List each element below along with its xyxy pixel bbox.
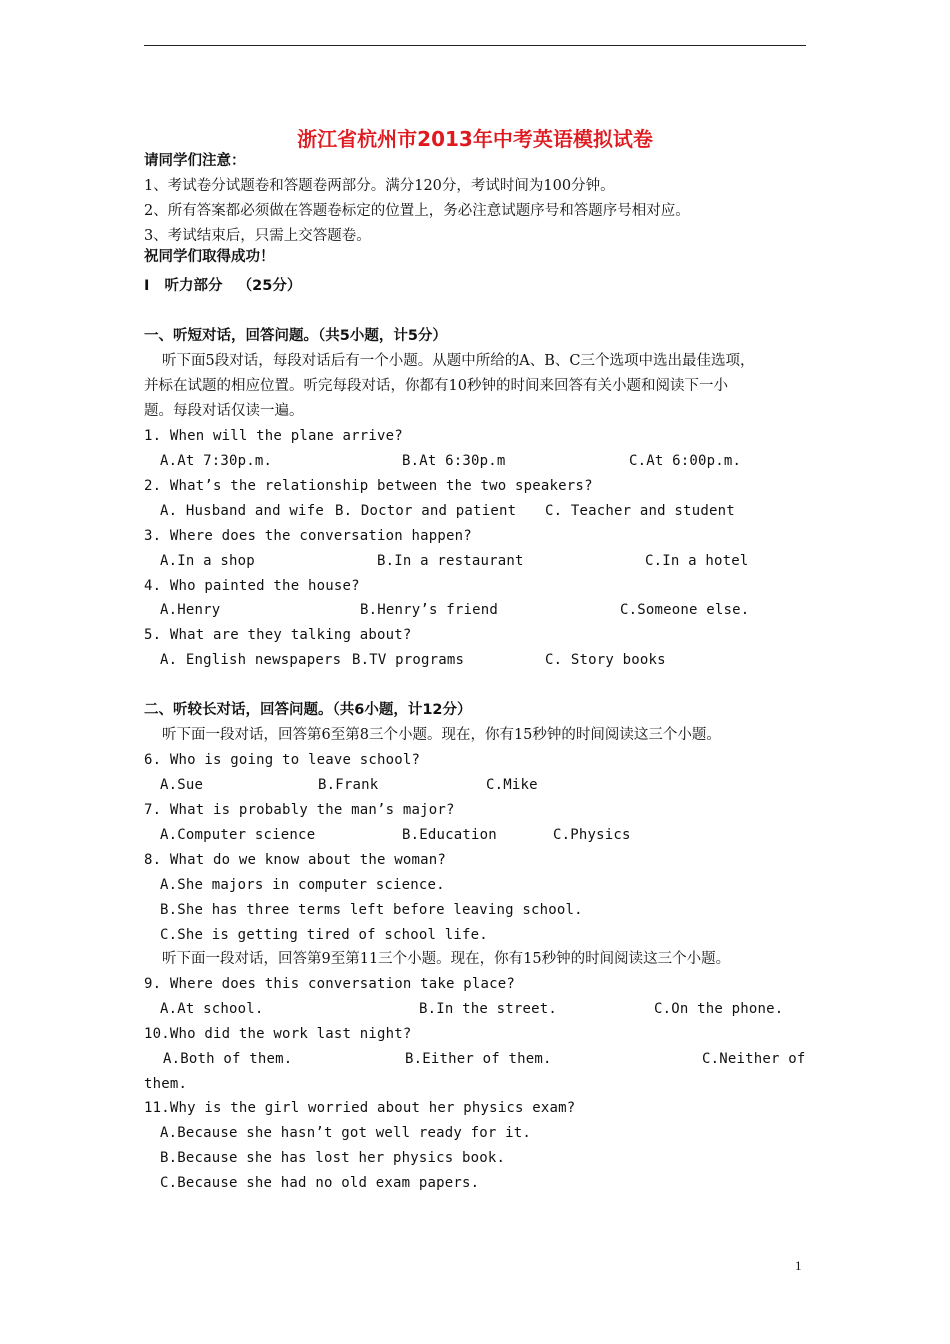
question-stem: 4. Who painted the house? — [144, 578, 360, 594]
section-intro: 听下面一段对话，回答第9至第11三个小题。现在，你有15秒钟的时间阅读这三个小题。 — [162, 951, 731, 967]
page-title: 浙江省杭州市2013年中考英语模拟试卷 — [297, 127, 653, 151]
question-stem: 5. What are they talking about? — [144, 627, 412, 643]
option-c: C. Story books — [545, 652, 666, 668]
option-c: C.Neither of — [702, 1051, 806, 1067]
option-c: C.At 6:00p.m. — [629, 453, 742, 469]
section-intro: 听下面一段对话，回答第6至第8三个小题。现在，你有15秒钟的时间阅读这三个小题。 — [162, 727, 721, 743]
section-heading: 一、听短对话，回答问题。（共5小题，计5分） — [144, 328, 447, 344]
section-intro: 听下面5段对话，每段对话后有一个小题。从题中所给的A、B、C三个选项中选出最佳选项， — [162, 353, 755, 369]
option-a: A.At school. — [160, 1001, 264, 1017]
option-a: A. Husband and wife — [160, 503, 324, 519]
option-a: A.Sue — [160, 777, 204, 793]
notice-line: 3、考试结束后，只需上交答题卷。 — [144, 228, 371, 244]
question-stem: 11.Why is the girl worried about her physics exam? — [144, 1100, 576, 1116]
option-c: C.Physics — [553, 827, 631, 843]
question-stem: 10.Who did the work last night? — [144, 1026, 412, 1042]
option-c: C. Teacher and student — [545, 503, 735, 519]
question-stem: 6. Who is going to leave school? — [144, 752, 421, 768]
option-b: B.At 6:30p.m — [402, 453, 506, 469]
option-a: A.Henry — [160, 602, 221, 618]
section-intro: 题。每段对话仅读一遍。 — [144, 403, 304, 419]
option-a: A.In a shop — [160, 553, 255, 569]
option-c-continued: them. — [144, 1076, 188, 1092]
option-c: C.Because she had no old exam papers. — [160, 1175, 480, 1191]
option-b: B.Either of them. — [405, 1051, 552, 1067]
option-b: B.In a restaurant — [377, 553, 524, 569]
option-a: A. English newspapers — [160, 652, 342, 668]
option-a: A.She majors in computer science. — [160, 877, 445, 893]
option-b: B.Henry’s friend — [360, 602, 499, 618]
option-c: C.She is getting tired of school life. — [160, 927, 488, 943]
option-c: C.In a hotel — [645, 553, 749, 569]
option-b: B.In the street. — [419, 1001, 558, 1017]
section-heading: 二、听较长对话，回答问题。（共6小题，计12分） — [144, 702, 472, 718]
notice-line: 2、所有答案都必须做在答题卷标定的位置上，务必注意试题序号和答题序号相对应。 — [144, 203, 690, 219]
good-luck: 祝同学们取得成功！ — [144, 249, 275, 265]
option-a: A.At 7:30p.m. — [160, 453, 273, 469]
page-number: 1 — [795, 1258, 802, 1273]
question-stem: 3. Where does the conversation happen? — [144, 528, 472, 544]
question-stem: 8. What do we know about the woman? — [144, 852, 447, 868]
notice-line: 1、考试卷分试题卷和答题卷两部分。满分120分，考试时间为100分钟。 — [144, 178, 615, 194]
option-b: B.Education — [402, 827, 497, 843]
option-b: B.Because she has lost her physics book. — [160, 1150, 506, 1166]
option-c: C.Mike — [486, 777, 538, 793]
section-intro: 并标在试题的相应位置。听完每段对话，你都有10秒钟的时间来回答有关小题和阅读下一小 — [144, 378, 728, 394]
option-c: C.On the phone. — [654, 1001, 784, 1017]
part-heading: Ⅰ 听力部分 （25分） — [144, 278, 302, 294]
option-b: B.Frank — [318, 777, 379, 793]
question-stem: 1. When will the plane arrive? — [144, 428, 403, 444]
question-stem: 2. What’s the relationship between the two speakers? — [144, 478, 593, 494]
option-b: B. Doctor and patient — [335, 503, 517, 519]
question-stem: 9. Where does this conversation take place? — [144, 976, 516, 992]
option-b: B.TV programs — [352, 652, 465, 668]
header-rule — [144, 45, 806, 46]
option-a: A.Computer science — [160, 827, 316, 843]
notice-heading: 请同学们注意： — [144, 153, 246, 169]
option-c: C.Someone else. — [620, 602, 750, 618]
option-a: A.Both of them. — [163, 1051, 293, 1067]
option-b: B.She has three terms left before leaving school. — [160, 902, 583, 918]
question-stem: 7. What is probably the man’s major? — [144, 802, 455, 818]
option-a: A.Because she hasn’t got well ready for it. — [160, 1125, 532, 1141]
